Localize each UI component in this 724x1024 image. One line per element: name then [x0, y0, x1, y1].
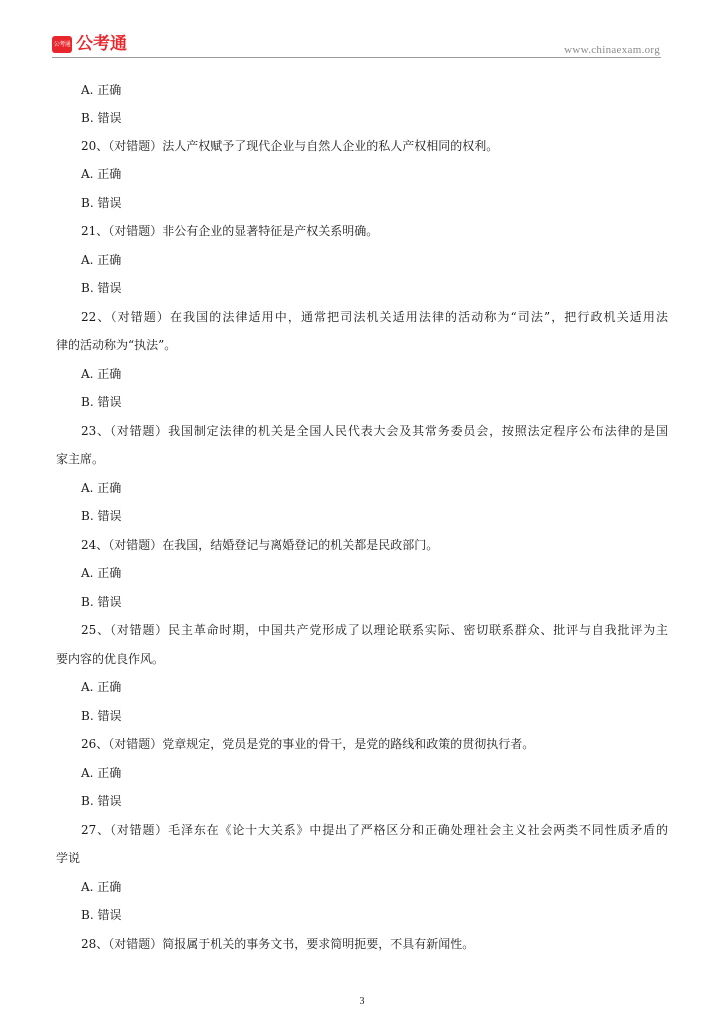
option-a: A. 正确 — [81, 566, 122, 580]
question-23: 23、（对错题）我国制定法律的机关是全国人民代表大会及其常务委员会，按照法定程序公布法律的是国 — [81, 424, 668, 438]
question-27-continued: 学说 — [56, 851, 81, 865]
question-25-continued: 要内容的优良作风。 — [56, 652, 165, 666]
option-b: B. 错误 — [81, 709, 122, 723]
question-23-continued: 家主席。 — [56, 452, 105, 466]
question-21: 21、（对错题）非公有企业的显著特征是产权关系明确。 — [81, 224, 379, 238]
question-26: 26、（对错题）党章规定，党员是党的事业的骨干，是党的路线和政策的贯彻执行者。 — [81, 737, 535, 751]
logo-text: 公考通 — [76, 34, 127, 54]
option-a: A. 正确 — [81, 766, 122, 780]
option-b: B. 错误 — [81, 395, 122, 409]
site-url: www.chinaexam.org — [564, 44, 660, 56]
logo-mark: 公考通 — [52, 36, 72, 53]
page-number: 3 — [359, 996, 365, 1007]
question-24: 24、（对错题）在我国，结婚登记与离婚登记的机关都是民政部门。 — [81, 538, 439, 552]
option-a: A. 正确 — [81, 481, 122, 495]
logo — [52, 34, 127, 54]
question-25: 25、（对错题）民主革命时期，中国共产党形成了以理论联系实际、密切联系群众、批评与自我批评为主 — [81, 623, 668, 637]
question-22-continued: 律的活动称为“执法”。 — [56, 338, 177, 352]
option-a: A. 正确 — [81, 167, 122, 181]
question-27: 27、（对错题）毛泽东在《论十大关系》中提出了严格区分和正确处理社会主义社会两类不同性质矛盾的 — [81, 823, 668, 837]
option-a: A. 正确 — [81, 253, 122, 267]
option-b: B. 错误 — [81, 908, 122, 922]
page-header — [0, 0, 724, 60]
option-a: A. 正确 — [81, 680, 122, 694]
option-a: A. 正确 — [81, 367, 122, 381]
option-b: B. 错误 — [81, 196, 122, 210]
option-b: B. 错误 — [81, 509, 122, 523]
option-a: A. 正确 — [81, 83, 122, 97]
option-a: A. 正确 — [81, 880, 122, 894]
option-b: B. 错误 — [81, 111, 122, 125]
option-b: B. 错误 — [81, 794, 122, 808]
option-b: B. 错误 — [81, 595, 122, 609]
question-28: 28、（对错题）简报属于机关的事务文书，要求简明扼要，不具有新闻性。 — [81, 937, 475, 951]
option-b: B. 错误 — [81, 281, 122, 295]
question-20: 20、（对错题）法人产权赋予了现代企业与自然人企业的私人产权相同的权利。 — [81, 139, 499, 153]
header-divider — [52, 57, 661, 58]
question-22: 22、（对错题）在我国的法律适用中，通常把司法机关适用法律的活动称为“司法”，把行政机关适用法 — [81, 310, 668, 324]
